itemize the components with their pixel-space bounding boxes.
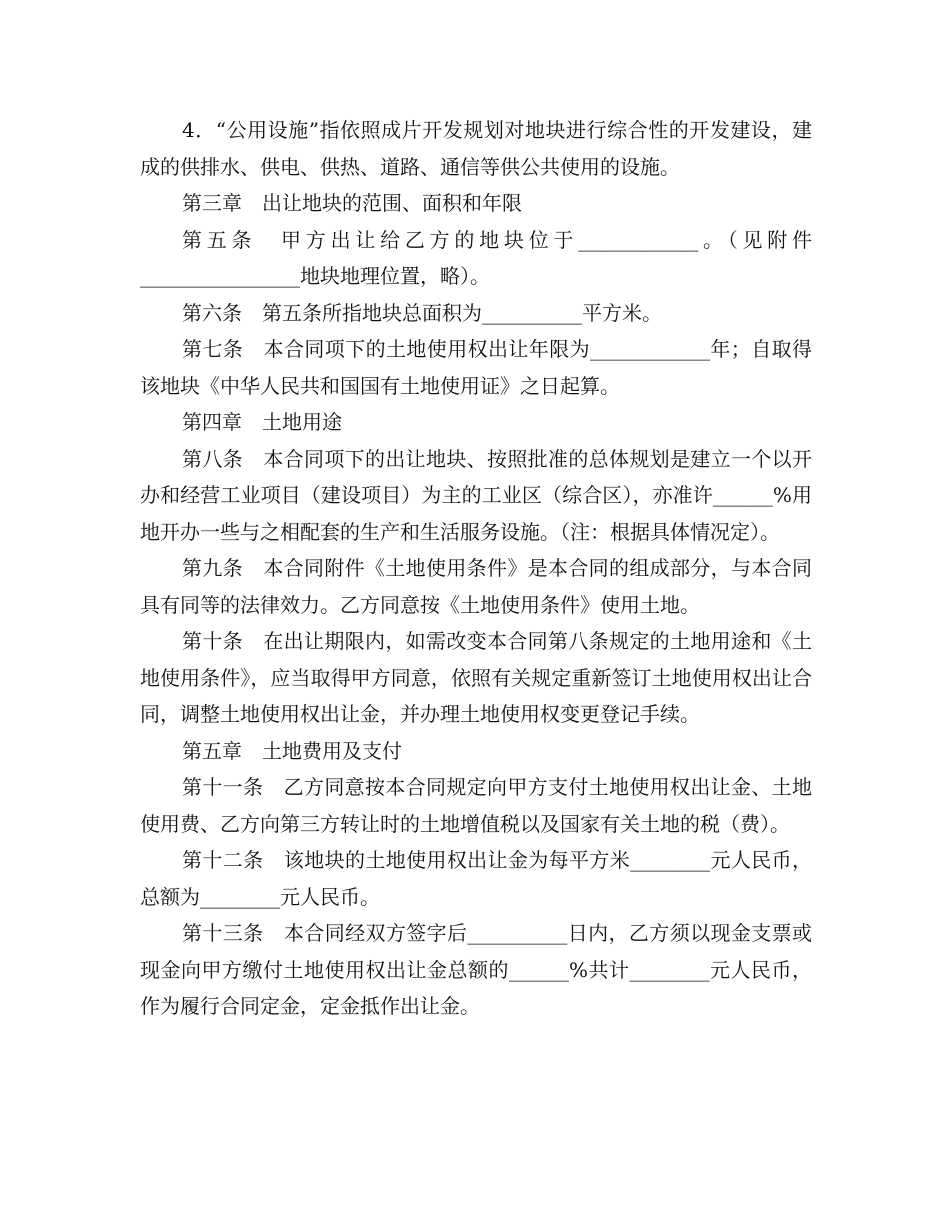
chapter-four-heading: 第四章 土地用途 <box>182 410 342 434</box>
article-seven: 第七条 本合同项下的土地使用权出让年限为____________年；自取得该地块《中华人民共和国国有土地使用证》之日起算。 <box>140 337 812 398</box>
article-thirteen: 第十三条 本合同经双方签字后__________日内，乙方须以现金支票或现金向甲方缴付土地使用权出让金总额的______%共计________元人民币，作为履行合同定金，定金抵作出让金。 <box>140 921 812 1018</box>
article-eleven: 第十一条 乙方同意按本合同规定向甲方支付土地使用权出让金、土地使用费、乙方向第三方转让时的土地增值税以及国家有关土地的税（费）。 <box>140 775 812 836</box>
article-five: 第五条 甲方出让给乙方的地块位于____________。（见附件________________地块地理位置，略）。 <box>140 227 812 288</box>
document-body <box>140 112 812 1025</box>
article-ten: 第十条 在出让期限内，如需改变本合同第八条规定的土地用途和《土地使用条件》，应当取得甲方同意，依照有关规定重新签订土地使用权出让合同，调整土地使用权出让金，并办理土地使用权变更登记手续。 <box>140 629 812 726</box>
chapter-five-heading: 第五章 土地费用及支付 <box>182 738 402 763</box>
paragraph-definition-public-facilities: 4．“公用设施”指依照成片开发规划对地块进行综合性的开发建设，建成的供排水、供电、供热、道路、通信等供公共使用的设施。 <box>140 118 812 179</box>
chapter-three-heading: 第三章 出让地块的范围、面积和年限 <box>182 191 522 215</box>
article-eight: 第八条 本合同项下的出让地块、按照批准的总体规划是建立一个以开办和经营工业项目（建设项目）为主的工业区（综合区），亦准许______%用地开办一些与之相配套的生产和生活服务设施。（注：根据具体情况定）。 <box>140 446 812 544</box>
article-twelve: 第十二条 该地块的土地使用权出让金为每平方米________元人民币，总额为________元人民币。 <box>140 848 812 909</box>
article-six: 第六条 第五条所指地块总面积为__________平方米。 <box>182 300 662 325</box>
article-nine: 第九条 本合同附件《土地使用条件》是本合同的组成部分，与本合同具有同等的法律效力。乙方同意按《土地使用条件》使用土地。 <box>140 556 812 617</box>
